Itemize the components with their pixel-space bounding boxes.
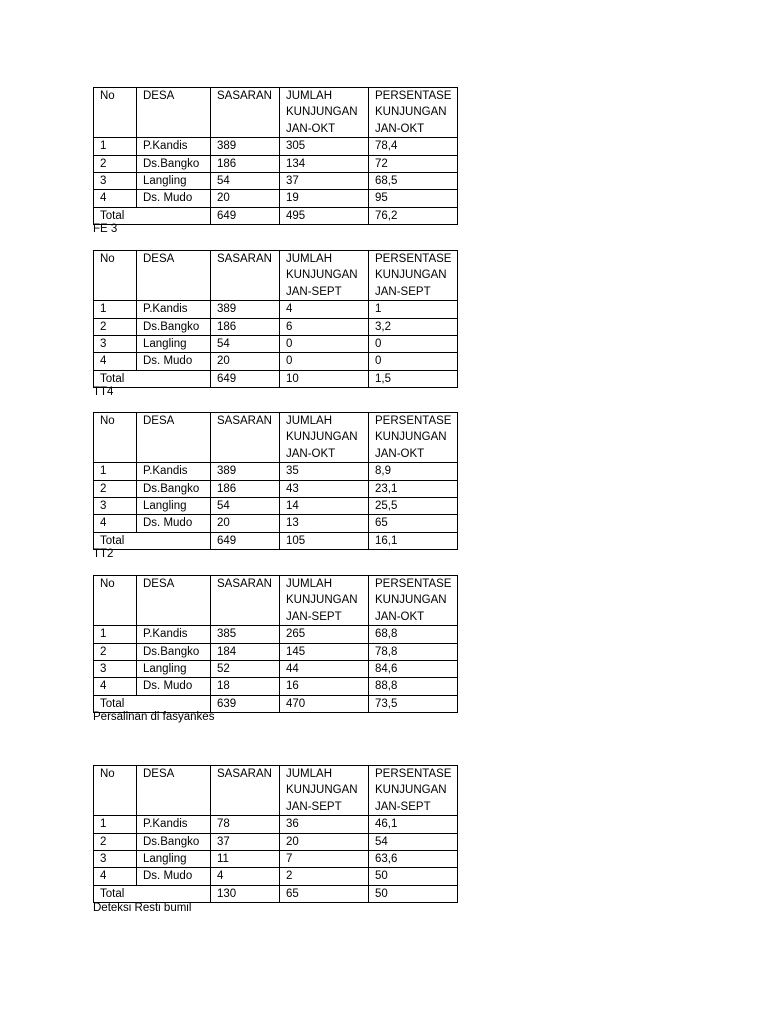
cell-desa: Ds.Bangko (137, 643, 211, 660)
cell-desa: Ds.Bangko (137, 833, 211, 850)
total-persentase: 73,5 (369, 695, 458, 712)
cell-sasaran: 385 (211, 626, 280, 643)
cell-persentase: 1 (369, 301, 458, 318)
cell-sasaran: 186 (211, 480, 280, 497)
data-table-fe3 (93, 87, 458, 225)
cell-desa: P.Kandis (137, 301, 211, 318)
cell-desa: Ds.Bangko (137, 155, 211, 172)
cell-sasaran: 54 (211, 173, 280, 190)
data-table-tt4 (93, 250, 458, 388)
header-desa: DESA (137, 88, 211, 138)
cell-jumlah: 35 (280, 463, 369, 480)
cell-jumlah: 44 (280, 661, 369, 678)
header-desa: DESA (137, 251, 211, 301)
cell-no: 3 (94, 336, 137, 353)
cell-persentase: 0 (369, 353, 458, 370)
header-sasaran: SASARAN (211, 413, 280, 463)
header-desa: DESA (137, 766, 211, 816)
cell-sasaran: 37 (211, 833, 280, 850)
cell-no: 4 (94, 678, 137, 695)
header-persentase: PERSENTASE KUNJUNGAN JAN-OKT (369, 413, 458, 463)
cell-jumlah: 134 (280, 155, 369, 172)
cell-jumlah: 0 (280, 353, 369, 370)
cell-sasaran: 389 (211, 301, 280, 318)
total-row (94, 370, 458, 387)
total-sasaran: 649 (211, 532, 280, 549)
cell-desa: Ds. Mudo (137, 678, 211, 695)
cell-persentase: 78,4 (369, 138, 458, 155)
header-no: No (94, 766, 137, 816)
cell-persentase: 25,5 (369, 498, 458, 515)
cell-persentase: 68,5 (369, 173, 458, 190)
cell-no: 3 (94, 173, 137, 190)
cell-desa: Langling (137, 173, 211, 190)
total-persentase: 16,1 (369, 532, 458, 549)
total-row (94, 207, 458, 224)
cell-sasaran: 52 (211, 661, 280, 678)
header-jumlah: JUMLAH KUNJUNGAN JAN-SEPT (280, 766, 369, 816)
table-caption: TT4 (93, 386, 114, 398)
header-no: No (94, 413, 137, 463)
cell-sasaran: 389 (211, 463, 280, 480)
cell-desa: Langling (137, 851, 211, 868)
cell-desa: P.Kandis (137, 626, 211, 643)
header-desa: DESA (137, 576, 211, 626)
total-row (94, 532, 458, 549)
table-row (94, 515, 458, 532)
table-row (94, 301, 458, 318)
cell-desa: Langling (137, 661, 211, 678)
cell-no: 4 (94, 515, 137, 532)
total-sasaran: 639 (211, 695, 280, 712)
cell-desa: Ds. Mudo (137, 515, 211, 532)
table-row (94, 498, 458, 515)
cell-persentase: 0 (369, 336, 458, 353)
cell-no: 2 (94, 480, 137, 497)
cell-jumlah: 2 (280, 868, 369, 885)
header-sasaran: SASARAN (211, 576, 280, 626)
cell-no: 3 (94, 851, 137, 868)
cell-jumlah: 145 (280, 643, 369, 660)
cell-desa: P.Kandis (137, 816, 211, 833)
cell-jumlah: 7 (280, 851, 369, 868)
total-jumlah: 470 (280, 695, 369, 712)
cell-persentase: 23,1 (369, 480, 458, 497)
cell-sasaran: 20 (211, 190, 280, 207)
cell-desa: Ds. Mudo (137, 353, 211, 370)
table-row (94, 816, 458, 833)
table-row (94, 643, 458, 660)
table-row (94, 353, 458, 370)
table-row (94, 833, 458, 850)
cell-sasaran: 20 (211, 353, 280, 370)
cell-no: 3 (94, 661, 137, 678)
cell-sasaran: 54 (211, 498, 280, 515)
cell-persentase: 46,1 (369, 816, 458, 833)
table-caption: Persalinan di fasyankes (93, 711, 215, 723)
table-row (94, 336, 458, 353)
header-no: No (94, 576, 137, 626)
table-header-row (94, 251, 458, 301)
header-jumlah: JUMLAH KUNJUNGAN JAN-SEPT (280, 251, 369, 301)
header-jumlah: JUMLAH KUNJUNGAN JAN-OKT (280, 88, 369, 138)
table-row (94, 626, 458, 643)
cell-jumlah: 265 (280, 626, 369, 643)
cell-jumlah: 43 (280, 480, 369, 497)
total-persentase: 50 (369, 885, 458, 902)
cell-desa: P.Kandis (137, 463, 211, 480)
cell-desa: Ds.Bangko (137, 318, 211, 335)
cell-sasaran: 78 (211, 816, 280, 833)
header-no: No (94, 88, 137, 138)
cell-sasaran: 4 (211, 868, 280, 885)
cell-persentase: 50 (369, 868, 458, 885)
cell-no: 1 (94, 626, 137, 643)
total-jumlah: 105 (280, 532, 369, 549)
cell-desa: Ds. Mudo (137, 868, 211, 885)
header-persentase: PERSENTASE KUNJUNGAN JAN-OKT (369, 576, 458, 626)
table-caption: Deteksi Resti bumil (93, 902, 192, 914)
cell-no: 1 (94, 138, 137, 155)
header-no: No (94, 251, 137, 301)
total-label: Total (94, 532, 211, 549)
cell-no: 2 (94, 318, 137, 335)
cell-jumlah: 0 (280, 336, 369, 353)
cell-sasaran: 184 (211, 643, 280, 660)
table-header-row (94, 766, 458, 816)
table-row (94, 661, 458, 678)
total-jumlah: 65 (280, 885, 369, 902)
header-persentase: PERSENTASE KUNJUNGAN JAN-OKT (369, 88, 458, 138)
cell-sasaran: 389 (211, 138, 280, 155)
cell-sasaran: 11 (211, 851, 280, 868)
cell-persentase: 63,6 (369, 851, 458, 868)
header-persentase: PERSENTASE KUNJUNGAN JAN-SEPT (369, 251, 458, 301)
table-row (94, 463, 458, 480)
table-caption: FE 3 (93, 223, 118, 235)
cell-no: 4 (94, 353, 137, 370)
total-label: Total (94, 370, 211, 387)
table-row (94, 868, 458, 885)
total-sasaran: 649 (211, 370, 280, 387)
total-jumlah: 495 (280, 207, 369, 224)
header-sasaran: SASARAN (211, 251, 280, 301)
cell-sasaran: 18 (211, 678, 280, 695)
cell-desa: Ds.Bangko (137, 480, 211, 497)
table-header-row (94, 88, 458, 138)
data-table-persalinan (93, 575, 458, 713)
cell-persentase: 95 (369, 190, 458, 207)
cell-jumlah: 37 (280, 173, 369, 190)
table-row (94, 190, 458, 207)
cell-no: 4 (94, 868, 137, 885)
cell-persentase: 54 (369, 833, 458, 850)
cell-sasaran: 20 (211, 515, 280, 532)
total-label: Total (94, 207, 211, 224)
total-jumlah: 10 (280, 370, 369, 387)
cell-sasaran: 54 (211, 336, 280, 353)
cell-persentase: 3,2 (369, 318, 458, 335)
table-header-row (94, 576, 458, 626)
total-label: Total (94, 885, 211, 902)
total-persentase: 1,5 (369, 370, 458, 387)
header-sasaran: SASARAN (211, 88, 280, 138)
cell-no: 2 (94, 833, 137, 850)
table-header-row (94, 413, 458, 463)
header-jumlah: JUMLAH KUNJUNGAN JAN-SEPT (280, 576, 369, 626)
cell-jumlah: 13 (280, 515, 369, 532)
cell-no: 1 (94, 816, 137, 833)
cell-jumlah: 305 (280, 138, 369, 155)
cell-sasaran: 186 (211, 155, 280, 172)
cell-no: 1 (94, 301, 137, 318)
cell-jumlah: 14 (280, 498, 369, 515)
cell-persentase: 88,8 (369, 678, 458, 695)
total-row (94, 885, 458, 902)
table-row (94, 318, 458, 335)
cell-persentase: 8,9 (369, 463, 458, 480)
cell-persentase: 84,6 (369, 661, 458, 678)
table-row (94, 138, 458, 155)
total-sasaran: 649 (211, 207, 280, 224)
data-table-tt2 (93, 412, 458, 550)
cell-sasaran: 186 (211, 318, 280, 335)
cell-jumlah: 6 (280, 318, 369, 335)
header-sasaran: SASARAN (211, 766, 280, 816)
cell-desa: Langling (137, 498, 211, 515)
cell-no: 1 (94, 463, 137, 480)
header-persentase: PERSENTASE KUNJUNGAN JAN-SEPT (369, 766, 458, 816)
table-row (94, 678, 458, 695)
cell-desa: Ds. Mudo (137, 190, 211, 207)
cell-jumlah: 19 (280, 190, 369, 207)
total-persentase: 76,2 (369, 207, 458, 224)
cell-jumlah: 36 (280, 816, 369, 833)
total-label: Total (94, 695, 211, 712)
table-caption: TT2 (93, 548, 114, 560)
cell-no: 4 (94, 190, 137, 207)
table-row (94, 851, 458, 868)
cell-persentase: 65 (369, 515, 458, 532)
total-sasaran: 130 (211, 885, 280, 902)
cell-jumlah: 16 (280, 678, 369, 695)
cell-desa: Langling (137, 336, 211, 353)
data-table-deteksi-resti (93, 765, 458, 903)
header-jumlah: JUMLAH KUNJUNGAN JAN-OKT (280, 413, 369, 463)
cell-no: 2 (94, 643, 137, 660)
table-row (94, 155, 458, 172)
cell-persentase: 72 (369, 155, 458, 172)
header-desa: DESA (137, 413, 211, 463)
cell-no: 2 (94, 155, 137, 172)
cell-jumlah: 20 (280, 833, 369, 850)
cell-desa: P.Kandis (137, 138, 211, 155)
table-row (94, 480, 458, 497)
cell-no: 3 (94, 498, 137, 515)
cell-jumlah: 4 (280, 301, 369, 318)
cell-persentase: 68,8 (369, 626, 458, 643)
table-row (94, 173, 458, 190)
cell-persentase: 78,8 (369, 643, 458, 660)
